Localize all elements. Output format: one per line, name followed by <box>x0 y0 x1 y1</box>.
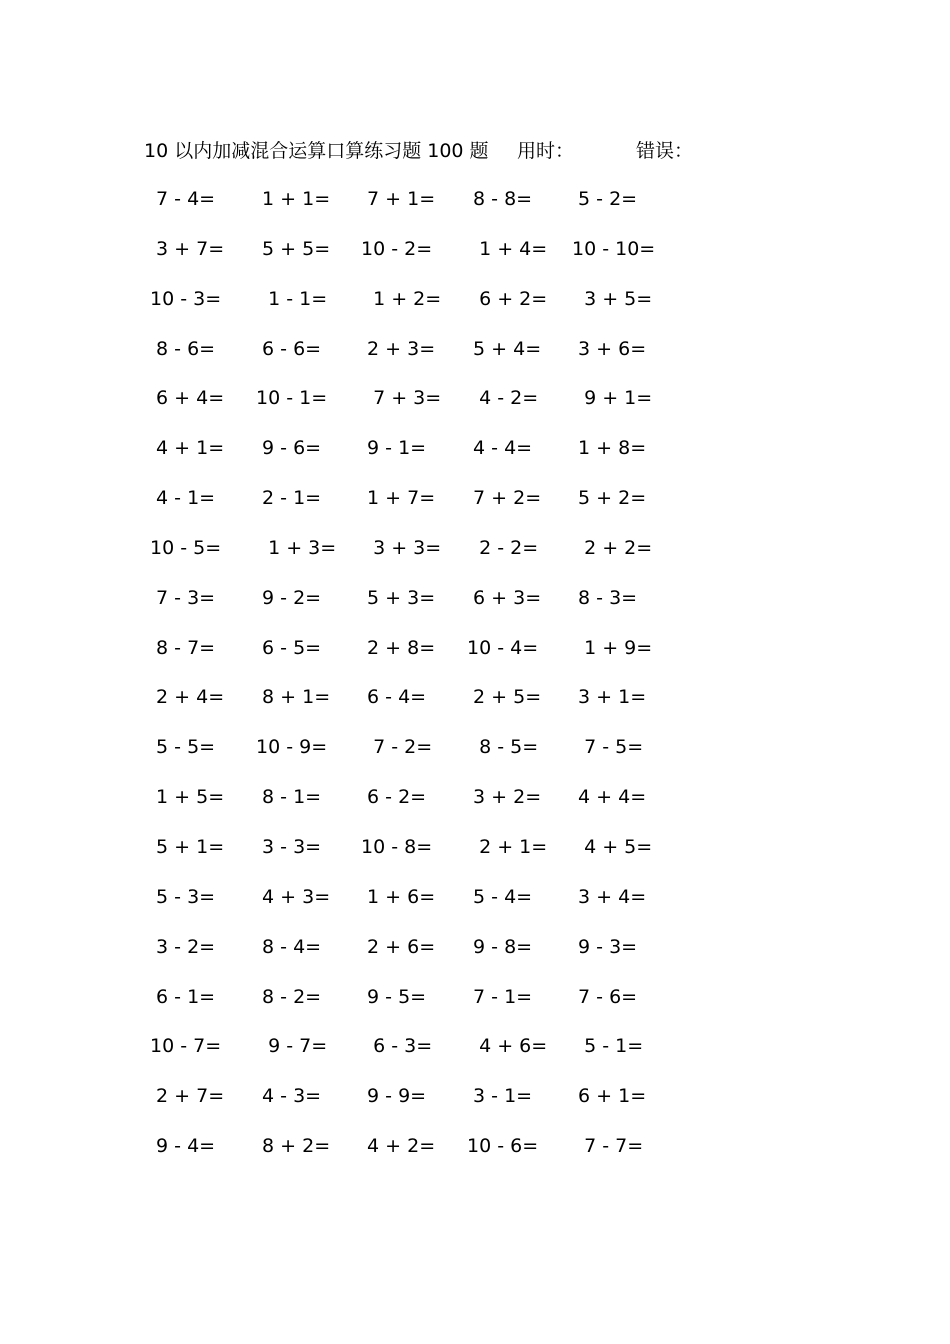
problem-item: 5 - 4= <box>467 885 533 908</box>
problem-item: 4 + 2= <box>361 1135 436 1158</box>
problem-row <box>0 336 950 386</box>
problem-item: 4 - 2= <box>467 387 539 410</box>
problem-item: 6 - 6= <box>256 337 322 360</box>
problem-item: 6 + 2= <box>467 287 548 310</box>
problem-item: 10 - 3= <box>150 287 222 310</box>
problem-item: 7 - 2= <box>361 736 433 759</box>
time-used-label: 用时： <box>517 140 575 162</box>
problem-item: 3 - 1= <box>467 1085 533 1108</box>
problem-item: 9 - 4= <box>150 1135 216 1158</box>
problem-item: 8 - 7= <box>150 636 216 659</box>
problem-grid <box>0 186 950 1183</box>
problem-item: 5 - 3= <box>150 885 216 908</box>
problem-item: 3 + 7= <box>150 237 225 260</box>
problem-item: 8 - 8= <box>467 188 533 210</box>
problem-item: 7 - 1= <box>467 985 533 1008</box>
problem-item: 10 - 8= <box>361 835 433 858</box>
problem-item: 7 - 4= <box>150 188 216 210</box>
problem-item: 9 - 1= <box>361 437 427 460</box>
problem-item: 2 + 2= <box>572 536 653 559</box>
problem-item: 7 + 2= <box>467 487 542 510</box>
problem-row <box>0 236 950 286</box>
error-count-label: 错误： <box>636 140 694 162</box>
problem-row <box>0 784 950 834</box>
problem-row <box>0 1033 950 1083</box>
problem-item: 1 + 5= <box>150 786 225 809</box>
problem-item: 2 + 1= <box>467 835 548 858</box>
problem-item: 9 - 7= <box>256 1035 328 1058</box>
problem-item: 3 + 4= <box>572 885 647 908</box>
problem-item: 5 + 4= <box>467 337 542 360</box>
problem-row <box>0 984 950 1034</box>
problem-row <box>0 435 950 485</box>
problem-item: 6 - 5= <box>256 636 322 659</box>
problem-row <box>0 1083 950 1133</box>
problem-item: 8 + 1= <box>256 686 331 709</box>
problem-item: 6 + 4= <box>150 387 225 410</box>
problem-item: 1 + 8= <box>572 437 647 460</box>
problem-row <box>0 585 950 635</box>
problem-item: 7 - 5= <box>572 736 644 759</box>
problem-item: 4 + 1= <box>150 437 225 460</box>
problem-item: 2 + 6= <box>361 935 436 958</box>
problem-item: 1 + 9= <box>572 636 653 659</box>
problem-item: 7 - 6= <box>572 985 638 1008</box>
problem-item: 4 + 4= <box>572 786 647 809</box>
problem-item: 3 + 5= <box>572 287 653 310</box>
problem-row <box>0 385 950 435</box>
problem-item: 6 + 3= <box>467 586 542 609</box>
problem-item: 5 - 5= <box>150 736 216 759</box>
problem-row <box>0 485 950 535</box>
problem-item: 10 - 1= <box>256 387 328 410</box>
problem-row <box>0 535 950 585</box>
problem-item: 8 - 3= <box>572 586 638 609</box>
problem-item: 2 + 3= <box>361 337 436 360</box>
problem-item: 5 - 2= <box>572 188 638 210</box>
problem-item: 7 - 7= <box>572 1135 644 1158</box>
problem-item: 9 - 6= <box>256 437 322 460</box>
problem-item: 4 + 3= <box>256 885 331 908</box>
problem-item: 5 + 1= <box>150 835 225 858</box>
problem-item: 4 - 3= <box>256 1085 322 1108</box>
problem-item: 8 - 1= <box>256 786 322 809</box>
problem-item: 7 + 3= <box>361 387 442 410</box>
problem-item: 2 + 8= <box>361 636 436 659</box>
problem-item: 10 - 4= <box>467 636 539 659</box>
problem-item: 5 + 5= <box>256 237 331 260</box>
problem-row <box>0 934 950 984</box>
problem-item: 3 + 2= <box>467 786 542 809</box>
problem-item: 1 - 1= <box>256 287 328 310</box>
problem-item: 6 - 4= <box>361 686 427 709</box>
problem-row <box>0 684 950 734</box>
problem-item: 6 - 1= <box>150 985 216 1008</box>
problem-item: 4 - 4= <box>467 437 533 460</box>
problem-item: 9 + 1= <box>572 387 653 410</box>
problem-item: 10 - 2= <box>361 237 433 260</box>
problem-item: 10 - 7= <box>150 1035 222 1058</box>
problem-item: 10 - 5= <box>150 536 222 559</box>
problem-item: 5 - 1= <box>572 1035 644 1058</box>
problem-item: 1 + 7= <box>361 487 436 510</box>
problem-item: 3 + 1= <box>572 686 647 709</box>
problem-item: 2 - 2= <box>467 536 539 559</box>
problem-item: 8 - 5= <box>467 736 539 759</box>
problem-row <box>0 1133 950 1183</box>
problem-item: 9 - 9= <box>361 1085 427 1108</box>
problem-item: 9 - 5= <box>361 985 427 1008</box>
problem-item: 9 - 3= <box>572 935 638 958</box>
problem-item: 1 + 2= <box>361 287 442 310</box>
problem-row <box>0 286 950 336</box>
problem-row <box>0 834 950 884</box>
problem-item: 1 + 1= <box>256 188 331 210</box>
problem-row <box>0 734 950 784</box>
problem-item: 8 - 6= <box>150 337 216 360</box>
problem-item: 6 - 3= <box>361 1035 433 1058</box>
problem-item: 2 + 5= <box>467 686 542 709</box>
problem-item: 5 + 2= <box>572 487 647 510</box>
problem-item: 5 + 3= <box>361 586 436 609</box>
problem-row <box>0 884 950 934</box>
problem-item: 7 - 3= <box>150 586 216 609</box>
problem-item: 2 + 4= <box>150 686 225 709</box>
problem-item: 3 + 3= <box>361 536 442 559</box>
problem-item: 3 + 6= <box>572 337 647 360</box>
worksheet-title: 10 以内加减混合运算口算练习题 100 题 <box>144 140 489 162</box>
problem-item: 7 + 1= <box>361 188 436 210</box>
problem-item: 1 + 6= <box>361 885 436 908</box>
problem-item: 4 + 6= <box>467 1035 548 1058</box>
problem-item: 2 + 7= <box>150 1085 225 1108</box>
problem-item: 10 - 9= <box>256 736 328 759</box>
problem-item: 10 - 6= <box>467 1135 539 1158</box>
problem-item: 3 - 3= <box>256 835 322 858</box>
problem-item: 2 - 1= <box>256 487 322 510</box>
problem-item: 1 + 3= <box>256 536 337 559</box>
problem-item: 9 - 2= <box>256 586 322 609</box>
problem-item: 6 - 2= <box>361 786 427 809</box>
problem-item: 3 - 2= <box>150 935 216 958</box>
problem-item: 6 + 1= <box>572 1085 647 1108</box>
problem-item: 1 + 4= <box>467 237 548 260</box>
problem-item: 4 + 5= <box>572 835 653 858</box>
problem-row <box>0 635 950 685</box>
problem-item: 8 - 4= <box>256 935 322 958</box>
problem-item: 4 - 1= <box>150 487 216 510</box>
problem-item: 10 - 10= <box>572 237 656 260</box>
problem-item: 8 - 2= <box>256 985 322 1008</box>
problem-row <box>0 186 950 236</box>
problem-item: 9 - 8= <box>467 935 533 958</box>
problem-item: 8 + 2= <box>256 1135 331 1158</box>
